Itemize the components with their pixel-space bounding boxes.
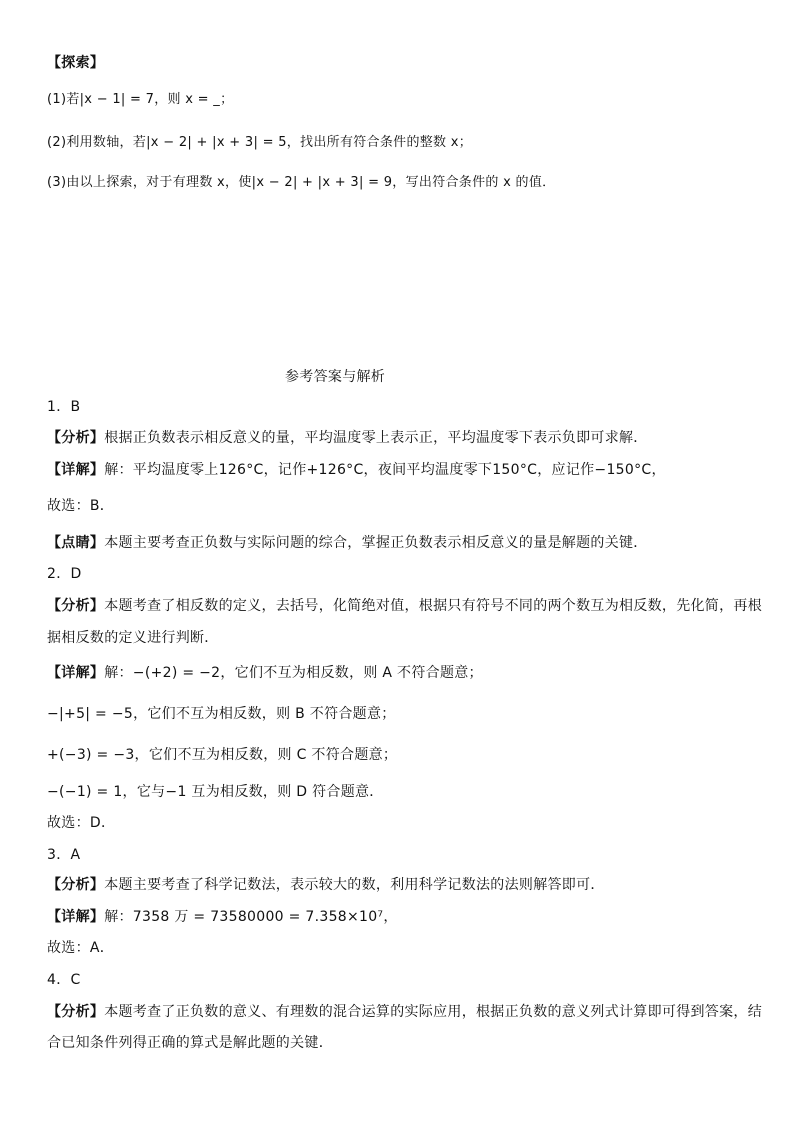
explore-question-2: (2)利用数轴，若|x − 2| + |x + 3| = 5，找出所有符合条件的整数 x； (47, 135, 473, 150)
analysis-text: 本题考查了正负数的意义、有理数的混合运算的实际应用，根据正负数的意义列式计算即可得到答案，结 (104, 1004, 762, 1020)
answer-4-analysis-cont: 合已知条件列得正确的算式是解此题的关键． (47, 1035, 333, 1051)
detail-text: 解：−(+2) = −2，它们不互为相反数，则 A 不符合题意； (104, 665, 483, 681)
explore-heading: 【探索】 (47, 55, 105, 71)
answer-2-detail-d: −(−1) = 1，它与−1 互为相反数，则 D 符合题意． (47, 784, 384, 800)
detail-text: 解：平均温度零上126°C，记作+126°C，夜间平均温度零下150°C，应记作−150°C， (104, 462, 666, 478)
analysis-text: 根据正负数表示相反意义的量，平均温度零上表示正，平均温度零下表示负即可求解． (104, 430, 648, 446)
answer-2-detail-b: −|+5| = −5，它们不互为相反数，则 B 不符合题意； (47, 706, 396, 722)
answer-3-detail (47, 907, 398, 927)
answer-3-choice: 故选：A． (47, 940, 115, 956)
answer-4-analysis (47, 1002, 762, 1022)
answer-1-detail (47, 460, 666, 480)
answer-2-detail (47, 663, 483, 683)
explore-question-1: (1)若|x − 1| = 7，则 x = _； (47, 92, 234, 107)
analysis-label: 【分析】 (47, 598, 105, 614)
answer-2-analysis (47, 596, 762, 616)
detail-label: 【详解】 (47, 462, 105, 478)
comment-text: 本题主要考查正负数与实际问题的综合，掌握正负数表示相反意义的量是解题的关键． (104, 535, 648, 551)
detail-text: 解：7358 万 = 73580000 = 7.358×10⁷， (104, 909, 398, 925)
answer-2-detail-c: +(−3) = −3，它们不互为相反数，则 C 不符合题意； (47, 747, 398, 763)
answers-title: 参考答案与解析 (285, 369, 386, 385)
answer-2-choice: 故选：D． (47, 815, 116, 831)
answer-number-1: 1．B (47, 399, 81, 415)
answer-number-4: 4．C (47, 972, 81, 988)
detail-label: 【详解】 (47, 665, 105, 681)
analysis-label: 【分析】 (47, 430, 105, 446)
answer-1-comment (47, 533, 648, 553)
analysis-label: 【分析】 (47, 877, 105, 893)
analysis-text: 本题主要考查了科学记数法，表示较大的数，利用科学记数法的法则解答即可． (104, 877, 605, 893)
explore-question-3: (3)由以上探索，对于有理数 x，使|x − 2| + |x + 3| = 9，写出符合条件的 x 的值． (47, 175, 556, 190)
detail-label: 【详解】 (47, 909, 105, 925)
answer-1-choice: 故选：B． (47, 498, 115, 514)
answer-2-analysis-cont: 据相反数的定义进行判断． (47, 630, 219, 646)
answer-1-analysis (47, 428, 648, 448)
analysis-label: 【分析】 (47, 1004, 105, 1020)
answer-number-2: 2．D (47, 566, 82, 582)
answer-3-analysis (47, 875, 605, 895)
comment-label: 【点睛】 (47, 535, 105, 551)
answer-number-3: 3．A (47, 847, 81, 863)
analysis-text: 本题考查了相反数的定义，去括号，化简绝对值，根据只有符号不同的两个数互为相反数，先化简，再根 (104, 598, 762, 614)
